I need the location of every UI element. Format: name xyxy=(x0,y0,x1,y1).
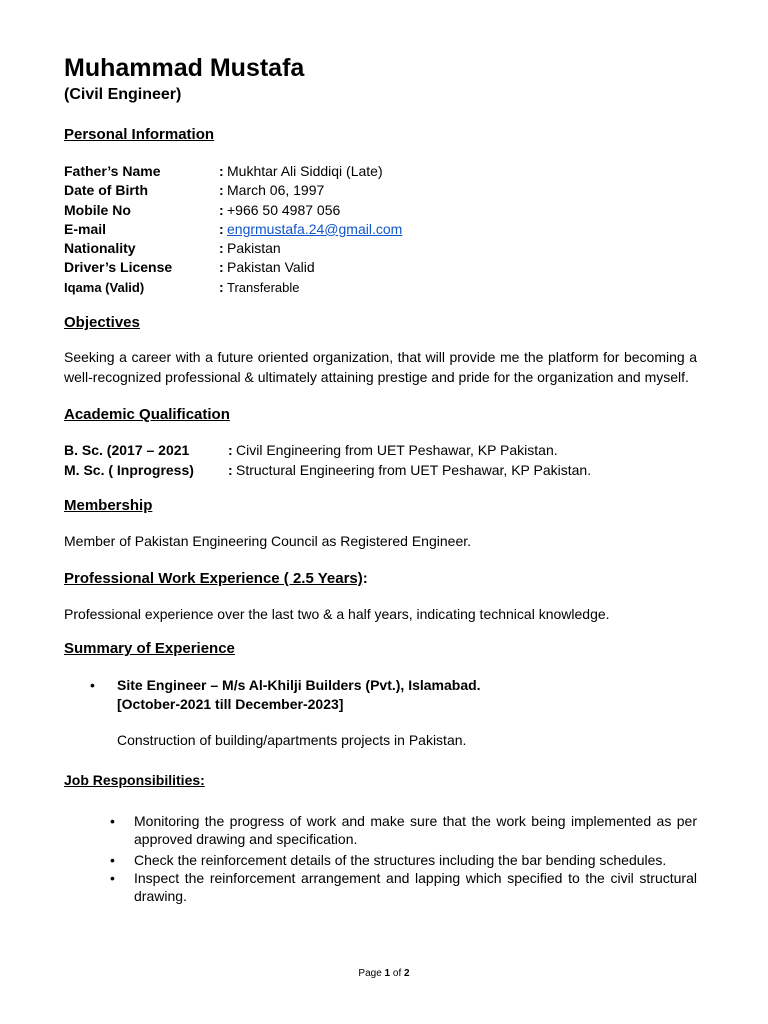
info-label: Driver’s License xyxy=(64,259,173,276)
info-value: Pakistan xyxy=(227,240,281,257)
email-link[interactable]: engrmustafa.24@gmail.com xyxy=(227,220,403,237)
list-item: • Inspect the reinforcement arrangement and lapping which specified to the civil structural drawing. xyxy=(110,869,697,904)
info-value: Mukhtar Ali Siddiqi (Late) xyxy=(227,163,383,179)
summary-heading: Summary of Experience xyxy=(64,640,235,658)
academic-list xyxy=(64,441,697,480)
responsibilities-list xyxy=(64,812,697,905)
job-entry xyxy=(64,676,697,751)
bullet-icon: • xyxy=(110,851,115,868)
info-label: Iqama (Valid) xyxy=(64,279,145,295)
info-row-drivers-license: Driver’s License : Pakistan Valid xyxy=(64,258,697,277)
membership-heading: Membership xyxy=(64,497,153,515)
bullet-icon: • xyxy=(110,869,115,886)
info-label: E-mail xyxy=(64,220,107,237)
info-row-email: E-mail : engrmustafa.24@gmail.com xyxy=(64,220,697,239)
objectives-text: Seeking a career with a future oriented organization, that will provide me the platform for becoming a well-recognized professional & ultimately attaining prestige and pride for the organization and myself. xyxy=(64,349,697,385)
info-value: March 06, 1997 xyxy=(227,182,325,199)
page-number: 1 xyxy=(384,968,391,979)
qualification-label: M. Sc. ( Inprogress) xyxy=(64,461,194,478)
qualification-value: Civil Engineering from UET Peshawar, KP Pakistan. xyxy=(236,442,558,459)
info-row-date-of-birth: Date of Birth : March 06, 1997 xyxy=(64,181,697,200)
work-experience-heading: Professional Work Experience ( 2.5 Years) xyxy=(64,569,363,587)
qualification-row: M. Sc. ( Inprogress) : Structural Engineering from UET Peshawar, KP Pakistan. xyxy=(64,461,697,481)
resume-page xyxy=(64,52,697,905)
list-item: • Check the reinforcement details of the structures including the bar bending schedules. xyxy=(110,851,667,868)
candidate-name: Muhammad Mustafa xyxy=(64,54,305,82)
objectives-heading: Objectives xyxy=(64,314,140,332)
job-title: Site Engineer – M/s Al-Khilji Builders (Pvt.), Islamabad. xyxy=(117,677,481,694)
info-value: Transferable xyxy=(227,279,300,295)
candidate-title: (Civil Engineer) xyxy=(64,86,182,103)
info-label: Date of Birth xyxy=(64,182,148,199)
qualification-value: Structural Engineering from UET Peshawar, KP Pakistan. xyxy=(236,461,592,478)
personal-info-heading: Personal Information xyxy=(64,126,215,143)
work-experience-text: Professional experience over the last two & a half years, indicating technical knowledge. xyxy=(64,605,610,622)
info-value: +966 50 4987 056 xyxy=(227,201,341,218)
info-row-iqama: Iqama (Valid) : Transferable xyxy=(64,278,697,297)
bullet-icon: • xyxy=(110,812,115,829)
info-value: Pakistan Valid xyxy=(227,259,315,276)
personal-info-list xyxy=(64,162,697,297)
info-row-fathers-name: Father’s Name : Mukhtar Ali Siddiqi (Late) xyxy=(64,162,697,181)
bullet-icon: • xyxy=(90,677,95,694)
academic-heading: Academic Qualification xyxy=(64,406,230,424)
qualification-row: B. Sc. (2017 – 2021 : Civil Engineering from UET Peshawar, KP Pakistan. xyxy=(64,441,697,461)
job-description: Construction of building/apartments projects in Pakistan. xyxy=(117,732,467,749)
page-footer: Page 1 of 2 xyxy=(358,968,410,979)
job-period: [October-2021 till December-2023] xyxy=(117,696,344,713)
info-label: Mobile No xyxy=(64,201,131,218)
list-item: • Monitoring the progress of work and make sure that the work being implemented as per approved drawing and specification. xyxy=(110,812,697,847)
info-row-nationality: Nationality : Pakistan xyxy=(64,239,697,258)
info-label: Father’s Name xyxy=(64,163,161,179)
info-row-mobile: Mobile No : +966 50 4987 056 xyxy=(64,201,697,220)
work-experience-heading-line xyxy=(64,569,697,589)
page-total: 2 xyxy=(404,968,410,979)
work-experience-heading-suffix: : xyxy=(362,569,368,587)
info-label: Nationality xyxy=(64,240,136,257)
responsibilities-heading: Job Responsibilities: xyxy=(64,771,205,788)
qualification-label: B. Sc. (2017 – 2021 xyxy=(64,442,190,459)
membership-text: Member of Pakistan Engineering Council as Registered Engineer. xyxy=(64,533,472,550)
